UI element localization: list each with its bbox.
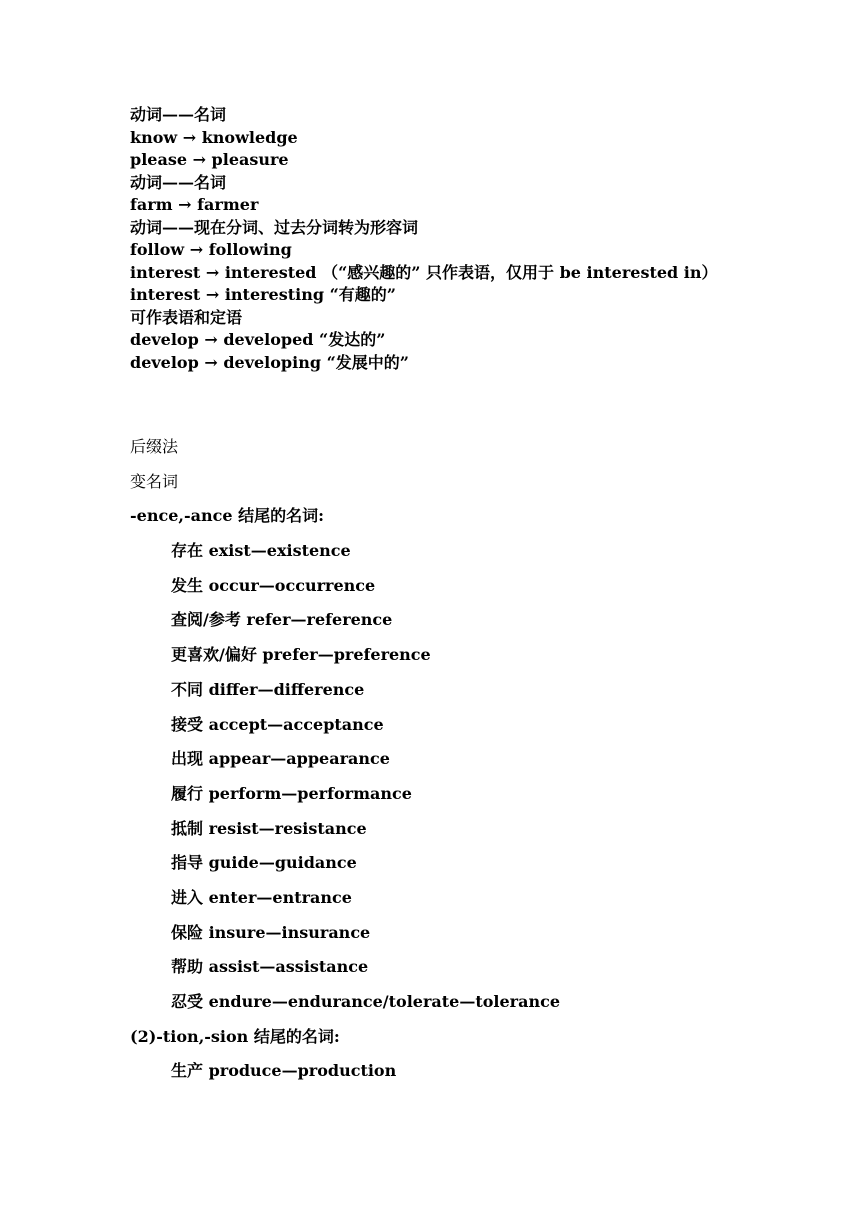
list-item: 抵制 resist—resistance (171, 818, 367, 838)
list-item: 接受 accept—acceptance (171, 714, 384, 734)
document-page (130, 104, 820, 1081)
list-item: 进入 enter—entrance (171, 887, 352, 907)
note-line-verb-noun-heading-2: 动词——名词 (130, 172, 227, 192)
list-item: 存在 exist—existence (171, 541, 351, 561)
note-line-follow: follow → following (130, 240, 292, 259)
list-item: 不同 differ—difference (171, 679, 365, 699)
section-subtitle: 变名词 (130, 471, 179, 491)
note-line-farm: farm → farmer (130, 195, 259, 214)
list-item: 履行 perform—performance (171, 783, 412, 803)
list-item: 保险 insure—insurance (171, 922, 371, 942)
note-line-know: know → knowledge (130, 127, 298, 147)
suffix-section (130, 430, 820, 1089)
note-line-interesting: interest → interesting “有趣的” (130, 285, 397, 304)
note-line-participle-heading: 动词——现在分词、过去分词转为形容词 (130, 217, 419, 237)
note-line-predicative: 可作表语和定语 (130, 307, 243, 327)
section-title: 后缀法 (130, 437, 179, 456)
note-line-developed: develop → developed “发达的” (130, 330, 386, 349)
list-item: 帮助 assist—assistance (171, 957, 369, 977)
note-line-please: please → pleasure (130, 150, 289, 169)
note-line-developing: develop → developing “发展中的” (130, 352, 409, 372)
list-item: 出现 appear—appearance (171, 749, 390, 769)
list-item: 忍受 endure—endurance/tolerate—tolerance (171, 992, 561, 1011)
list-item: 指导 guide—guidance (171, 853, 357, 873)
note-line-interested: interest → interested （“感兴趣的” 只作表语，仅用于 be interested in） (130, 262, 718, 282)
list-item: 查阅/参考 refer—reference (171, 610, 393, 630)
list-item: 发生 occur—occurrence (171, 575, 376, 595)
conversion-notes (130, 104, 820, 374)
list-item: 生产 produce—production (171, 1061, 397, 1081)
note-line-verb-noun-heading: 动词——名词 (130, 105, 227, 124)
list-item: 更喜欢/偏好 prefer—preference (171, 645, 431, 665)
group-heading-ence-ance: -ence,-ance 结尾的名词: (130, 506, 324, 526)
group-heading-tion-sion: (2)-tion,-sion 结尾的名词: (130, 1026, 340, 1046)
